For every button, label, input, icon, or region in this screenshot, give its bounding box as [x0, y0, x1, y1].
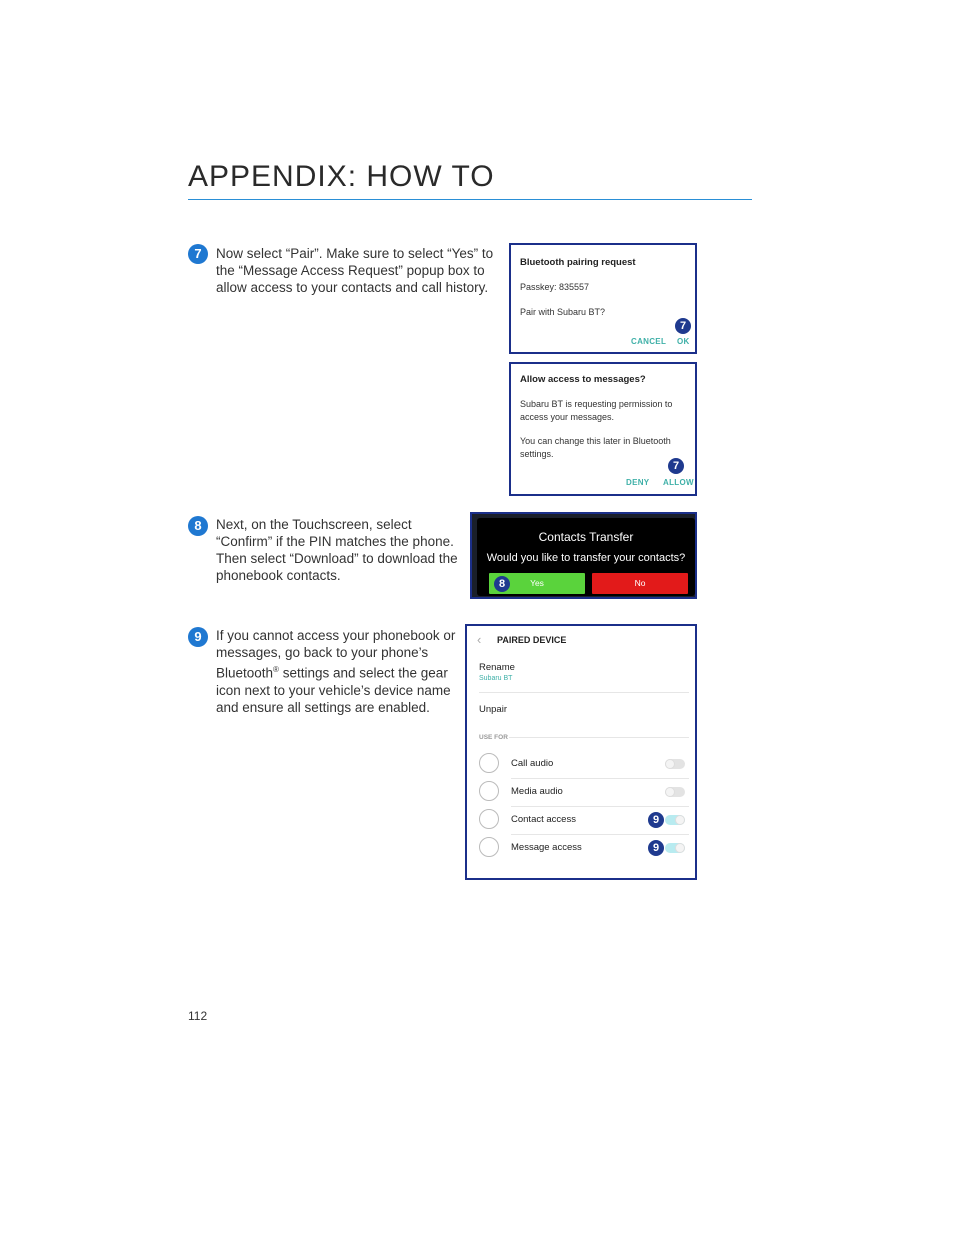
- option-label: Message access: [511, 842, 582, 853]
- step-7-text: [216, 245, 506, 296]
- header-divider: [188, 199, 752, 200]
- contacts-transfer-title: Contacts Transfer: [538, 530, 634, 544]
- message-access-toggle[interactable]: [665, 843, 685, 853]
- phone-icon: [479, 753, 499, 773]
- deny-button[interactable]: DENY: [626, 478, 650, 487]
- paired-device-screenshot: [465, 624, 697, 880]
- person-icon: [479, 809, 499, 829]
- step-badge-8: 8: [494, 576, 510, 592]
- rename-label[interactable]: Rename: [479, 662, 515, 673]
- step-badge-9: 9: [648, 812, 664, 828]
- access-body-line: access your messages.: [520, 412, 615, 422]
- access-note: [520, 435, 671, 461]
- step-8-line: Then select “Download” to download the: [216, 551, 458, 566]
- option-label: Media audio: [511, 786, 563, 797]
- access-note-line: settings.: [520, 449, 554, 459]
- call-audio-toggle[interactable]: [665, 759, 685, 769]
- media-audio-toggle[interactable]: [665, 787, 685, 797]
- use-for-section: USE FOR: [479, 734, 508, 741]
- ok-button[interactable]: OK: [677, 337, 690, 346]
- contacts-transfer-screenshot: [470, 512, 697, 599]
- registered-mark: ®: [273, 665, 279, 674]
- section-divider: [509, 737, 689, 738]
- step-8-text: [216, 516, 466, 584]
- allow-button[interactable]: ALLOW: [663, 478, 694, 487]
- step-9-text: [216, 627, 456, 716]
- pairing-request-screenshot: [509, 243, 697, 354]
- pair-prompt: Pair with Subaru BT?: [520, 307, 606, 317]
- step-8-line: “Confirm” if the PIN matches the phone.: [216, 534, 454, 549]
- step-9-line: messages, go back to your phone’s: [216, 645, 429, 660]
- yes-button-label: Yes: [530, 578, 544, 588]
- access-body: [520, 398, 672, 424]
- unpair-label[interactable]: Unpair: [479, 704, 507, 715]
- no-button-label: No: [634, 578, 646, 588]
- step-8-line: Next, on the Touchscreen, select: [216, 517, 412, 532]
- option-contact-access[interactable]: [479, 807, 689, 835]
- contacts-transfer-dialog: [477, 518, 695, 596]
- step-7-line: Now select “Pair”. Make sure to select “Yes” to: [216, 246, 494, 261]
- option-call-audio[interactable]: [479, 751, 689, 779]
- step-9-line: If you cannot access your phonebook or: [216, 628, 456, 643]
- option-label: Call audio: [511, 758, 554, 769]
- step-8-line: phonebook contacts.: [216, 568, 341, 583]
- option-label: Contact access: [511, 814, 576, 825]
- cancel-button[interactable]: CANCEL: [631, 337, 667, 346]
- passkey-text: Passkey: 835557: [520, 282, 590, 292]
- step-badge-7: 7: [675, 318, 691, 334]
- paired-device-title: PAIRED DEVICE: [497, 635, 567, 645]
- contacts-transfer-question: Would you like to transfer your contacts?: [486, 552, 686, 564]
- device-name: Subaru BT: [479, 675, 513, 682]
- step-7-line: allow access to your contacts and call history.: [216, 280, 489, 295]
- step-9-marker: 9: [188, 627, 208, 647]
- back-chevron-icon[interactable]: ‹: [477, 632, 482, 647]
- page-title: APPENDIX: HOW TO: [188, 160, 495, 193]
- access-body-line: Subaru BT is requesting permission to: [520, 399, 673, 409]
- step-badge-9: 9: [648, 840, 664, 856]
- divider: [479, 692, 689, 693]
- access-note-line: You can change this later in Bluetooth: [520, 436, 671, 446]
- pairing-title: Bluetooth pairing request: [520, 257, 636, 268]
- step-7-line: the “Message Access Request” popup box to: [216, 263, 485, 278]
- step-7-marker: 7: [188, 244, 208, 264]
- apps-grid-icon: [479, 781, 499, 801]
- access-title: Allow access to messages?: [520, 374, 646, 385]
- no-button[interactable]: [592, 573, 688, 594]
- page-number: 112: [188, 1009, 208, 1023]
- bluetooth-word: Bluetooth: [216, 665, 274, 681]
- message-access-screenshot: [509, 362, 697, 496]
- step-8-marker: 8: [188, 516, 208, 536]
- step-9-line: and ensure all settings are enabled.: [216, 699, 430, 715]
- contact-access-toggle[interactable]: [665, 815, 685, 825]
- step-9-line: icon next to your vehicle’s device name: [216, 682, 451, 698]
- step-9-line: [216, 661, 456, 682]
- envelope-icon: [479, 837, 499, 857]
- step-badge-7: 7: [668, 458, 684, 474]
- option-message-access[interactable]: [479, 835, 689, 863]
- step-9-line-rest: settings and select the gear: [278, 665, 448, 681]
- option-media-audio[interactable]: [479, 779, 689, 807]
